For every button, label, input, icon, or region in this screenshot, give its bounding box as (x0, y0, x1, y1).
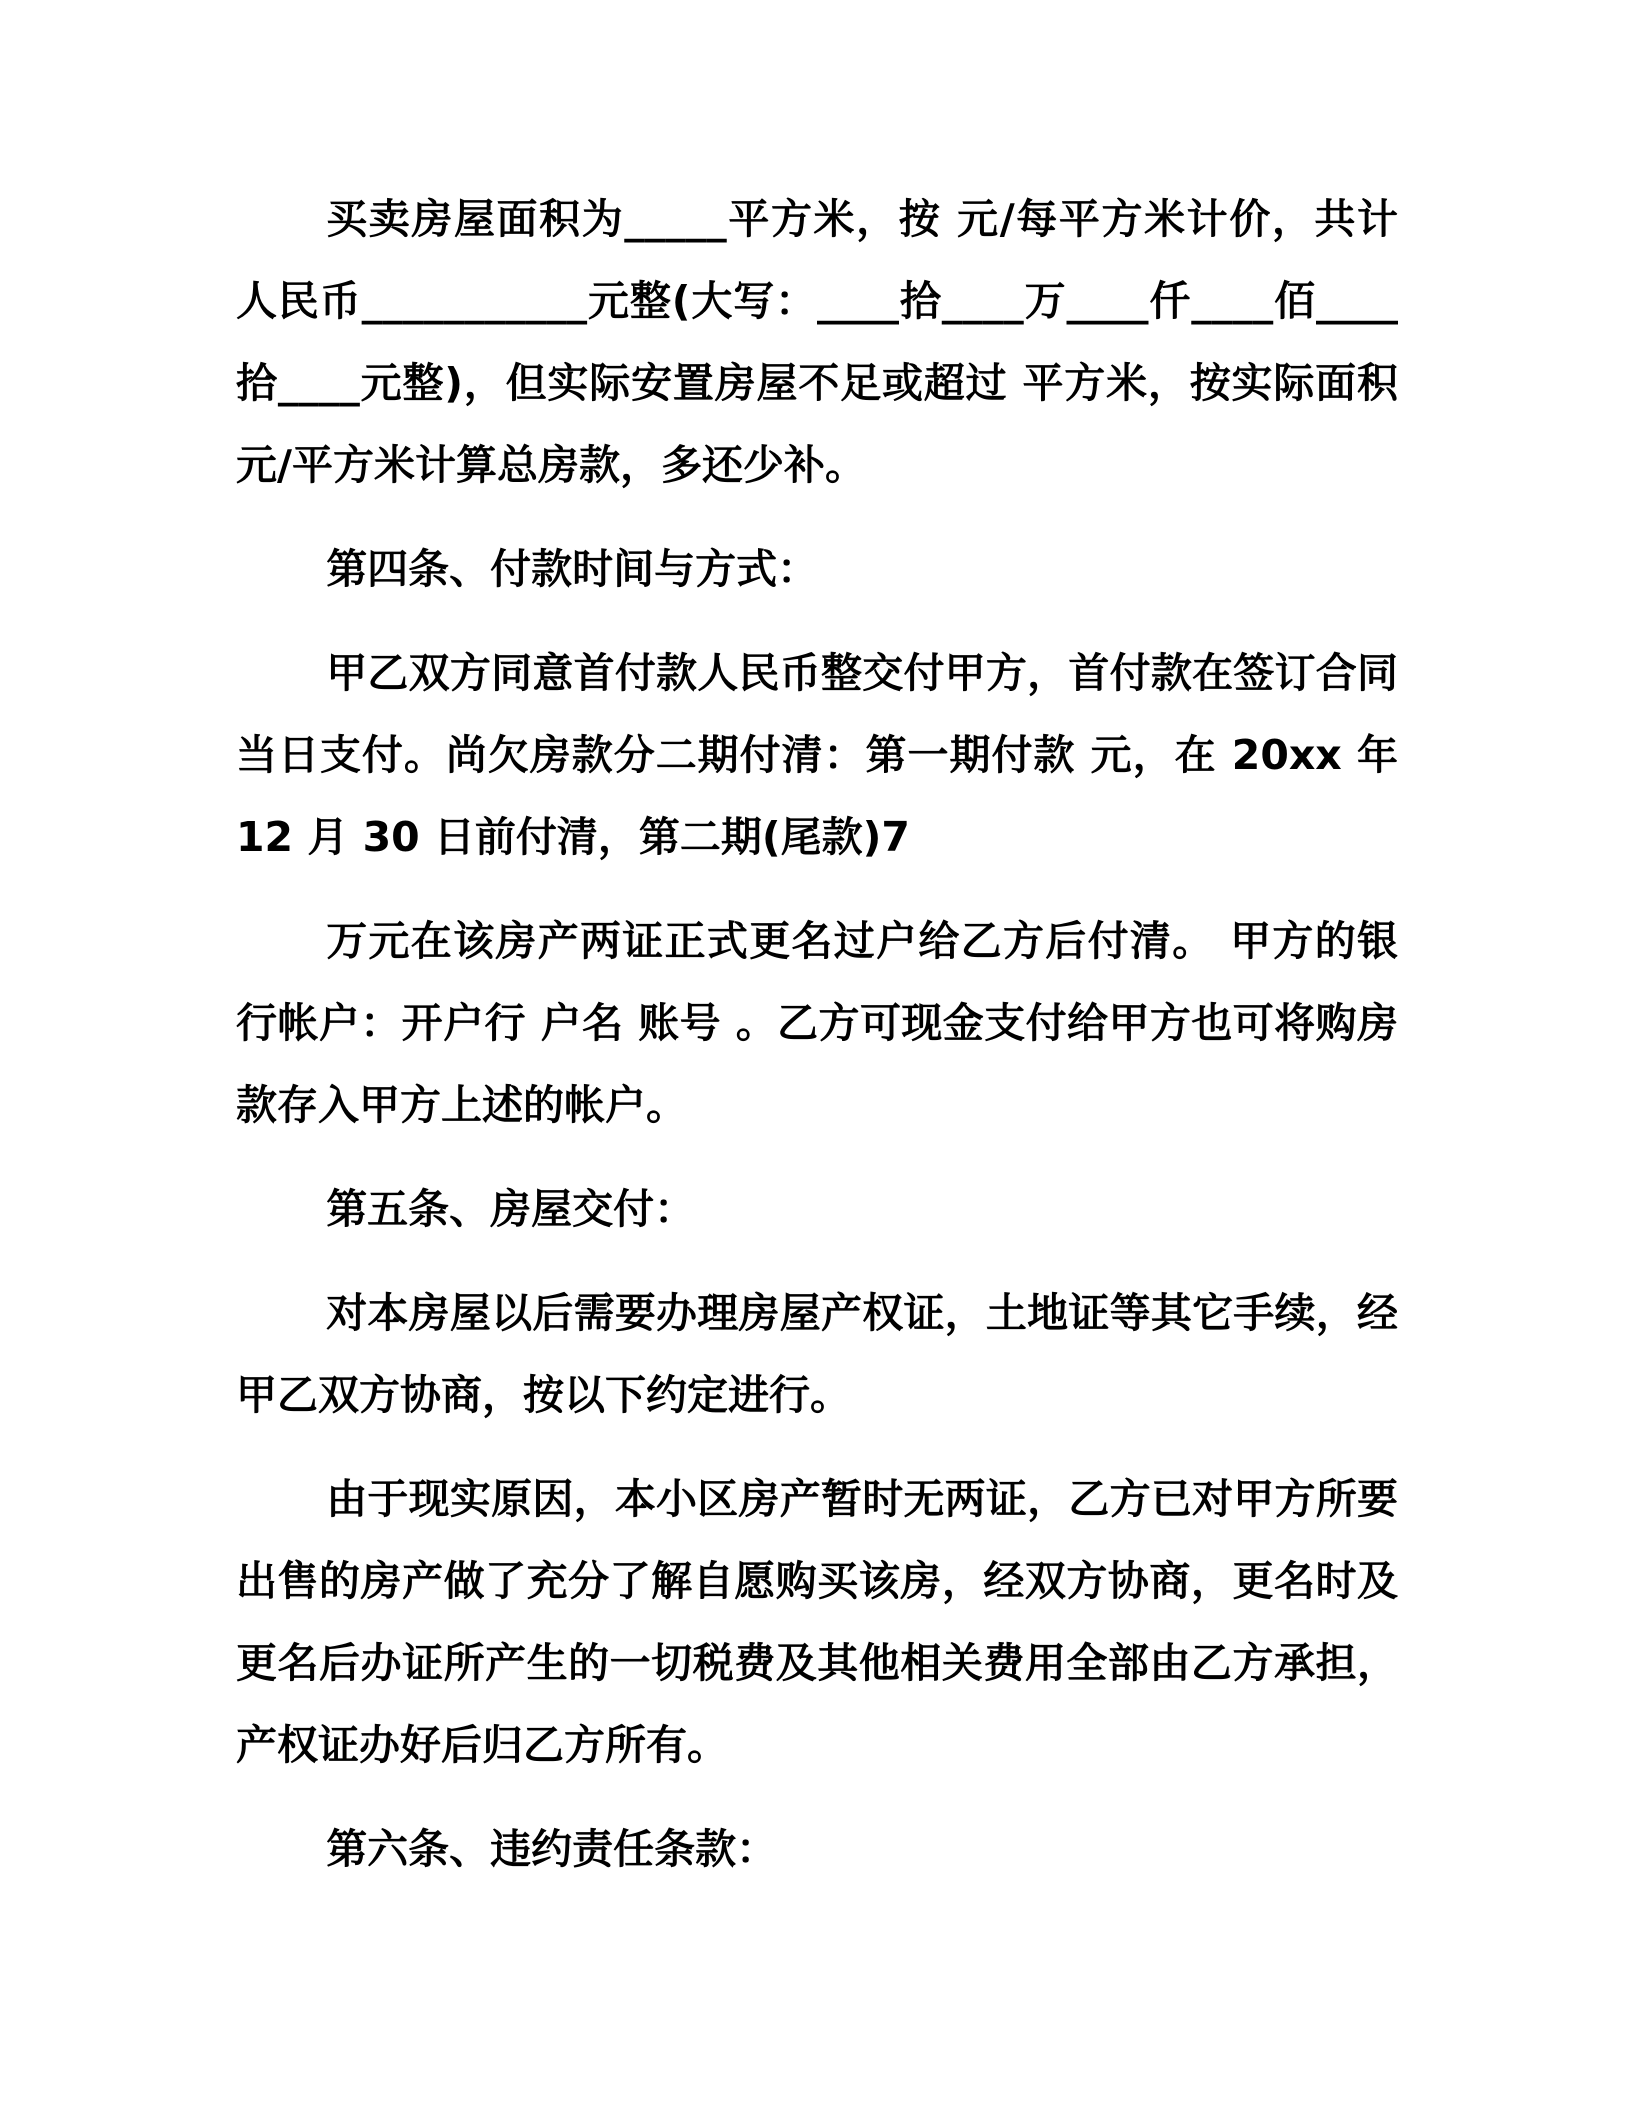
clause-5-heading: 第五条、房屋交付： (326, 1185, 696, 1233)
clause-4-payment-paragraph-1: 甲乙双方同意首付款人民币整交付甲方，首付款在签订合同当日支付。尚欠房款分二期付清：第一期付款 元，在 20xx 年 12 月 30 日前付清，第二期(尾款)7 (236, 649, 1398, 861)
clause-5-delivery-paragraph-1: 对本房屋以后需要办理房屋产权证，土地证等其它手续，经甲乙双方协商，按以下约定进行。 (236, 1289, 1398, 1419)
clause-4-heading: 第四条、付款时间与方式： (326, 545, 819, 593)
clause-4-payment-paragraph-2: 万元在该房产两证正式更名过户给乙方后付清。 甲方的银行帐户：开户行 户名 账号 。乙方可现金支付给甲方也可将购房款存入甲方上述的帐户。 (236, 917, 1398, 1129)
clause-6-heading: 第六条、违约责任条款： (326, 1825, 778, 1873)
clause-area-price-paragraph: 买卖房屋面积为_____平方米，按 元/每平方米计价，共计人民币___________元整(大写：____拾____万____仟____佰____拾____元整)，但实际安置房屋不足或超过 平方米，按实际面积 元/平方米计算总房款，多还少补。 (236, 195, 1398, 489)
clause-5-delivery-paragraph-2: 由于现实原因，本小区房产暂时无两证，乙方已对甲方所要出售的房产做了充分了解自愿购买该房，经双方协商，更名时及更名后办证所产生的一切税费及其他相关费用全部由乙方承担，产权证办好后归乙方所有。 (236, 1475, 1398, 1769)
